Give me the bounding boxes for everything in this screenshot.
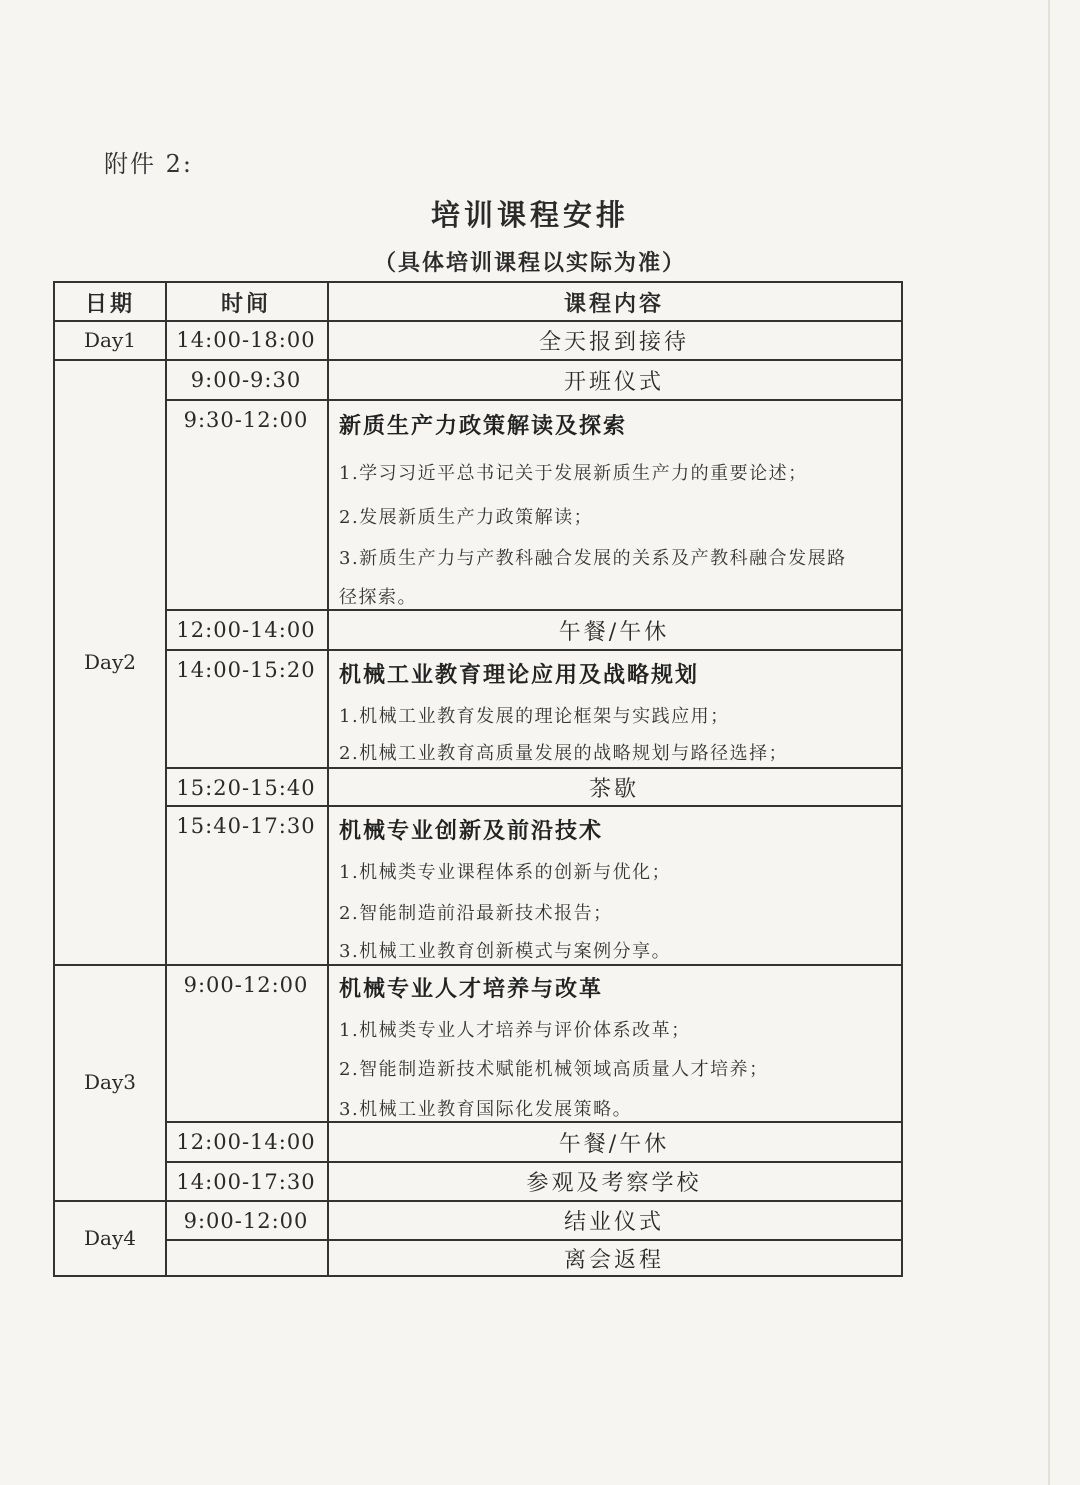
column-header-date: 日期 (84, 290, 135, 317)
column-header-time: 时间 (220, 290, 271, 317)
session-item: 2.智能制造新技术赋能机械领域高质量人才培养； (339, 1059, 769, 1080)
content-cell: 午餐/午休 (558, 619, 670, 645)
time-cell: 14:00-15:20 (176, 658, 316, 682)
document-subtitle: （具体培训课程以实际为准） (373, 250, 686, 276)
date-day1: Day1 (84, 328, 136, 352)
time-cell: 15:20-15:40 (176, 775, 316, 800)
session-item: 2.智能制造前沿最新技术报告； (339, 903, 613, 924)
column-header-content: 课程内容 (563, 290, 664, 317)
content-cell: 离会返程 (563, 1247, 664, 1273)
time-cell: 14:00-17:30 (176, 1169, 316, 1194)
session-item: 3.机械工业教育国际化发展策略。 (339, 1099, 633, 1120)
schedule-table (53, 281, 903, 1277)
time-cell: 12:00-14:00 (176, 618, 316, 642)
time-cell: 9:00-9:30 (190, 368, 302, 392)
time-cell: 15:40-17:30 (176, 814, 316, 838)
time-cell: 12:00-14:00 (176, 1130, 316, 1154)
session-item: 2.发展新质生产力政策解读； (339, 507, 594, 528)
session-title: 机械专业创新及前沿技术 (339, 818, 604, 844)
attachment-label: 附件 2: (104, 150, 193, 178)
session-title: 新质生产力政策解读及探索 (339, 413, 628, 439)
content-cell: 茶歇 (588, 777, 639, 802)
session-title: 机械专业人才培养与改革 (339, 976, 604, 1002)
session-item: 1.学习习近平总书记关于发展新质生产力的重要论述； (339, 463, 808, 484)
time-cell: 9:30-12:00 (183, 408, 309, 432)
time-cell: 9:00-12:00 (183, 1208, 309, 1233)
session-item: 3.新质生产力与产教科融合发展的关系及产教科融合发展路 (339, 548, 847, 569)
date-day4: Day4 (84, 1225, 136, 1250)
session-item: 1.机械工业教育发展的理论框架与实践应用； (339, 706, 730, 727)
content-cell: 开班仪式 (563, 369, 664, 395)
session-item: 3.机械工业教育创新模式与案例分享。 (339, 941, 672, 962)
content-cell: 午餐/午休 (558, 1131, 670, 1157)
session-item: 2.机械工业教育高质量发展的战略规划与路径选择； (339, 743, 789, 764)
session-title: 机械工业教育理论应用及战略规划 (339, 662, 700, 688)
date-day2: Day2 (84, 649, 136, 674)
session-item: 1.机械类专业人才培养与评价体系改革； (339, 1020, 691, 1041)
document-title: 培训课程安排 (430, 198, 629, 232)
time-cell: 14:00-18:00 (176, 328, 316, 352)
session-item: 1.机械类专业课程体系的创新与优化； (339, 862, 672, 883)
content-cell: 结业仪式 (563, 1210, 664, 1235)
content-cell: 全天报到接待 (538, 329, 689, 355)
content-cell: 参观及考察学校 (526, 1171, 702, 1196)
time-cell: 9:00-12:00 (183, 973, 309, 997)
time-cell (165, 1241, 327, 1275)
date-day3: Day3 (84, 1070, 136, 1094)
session-item: 径探索。 (339, 587, 417, 608)
